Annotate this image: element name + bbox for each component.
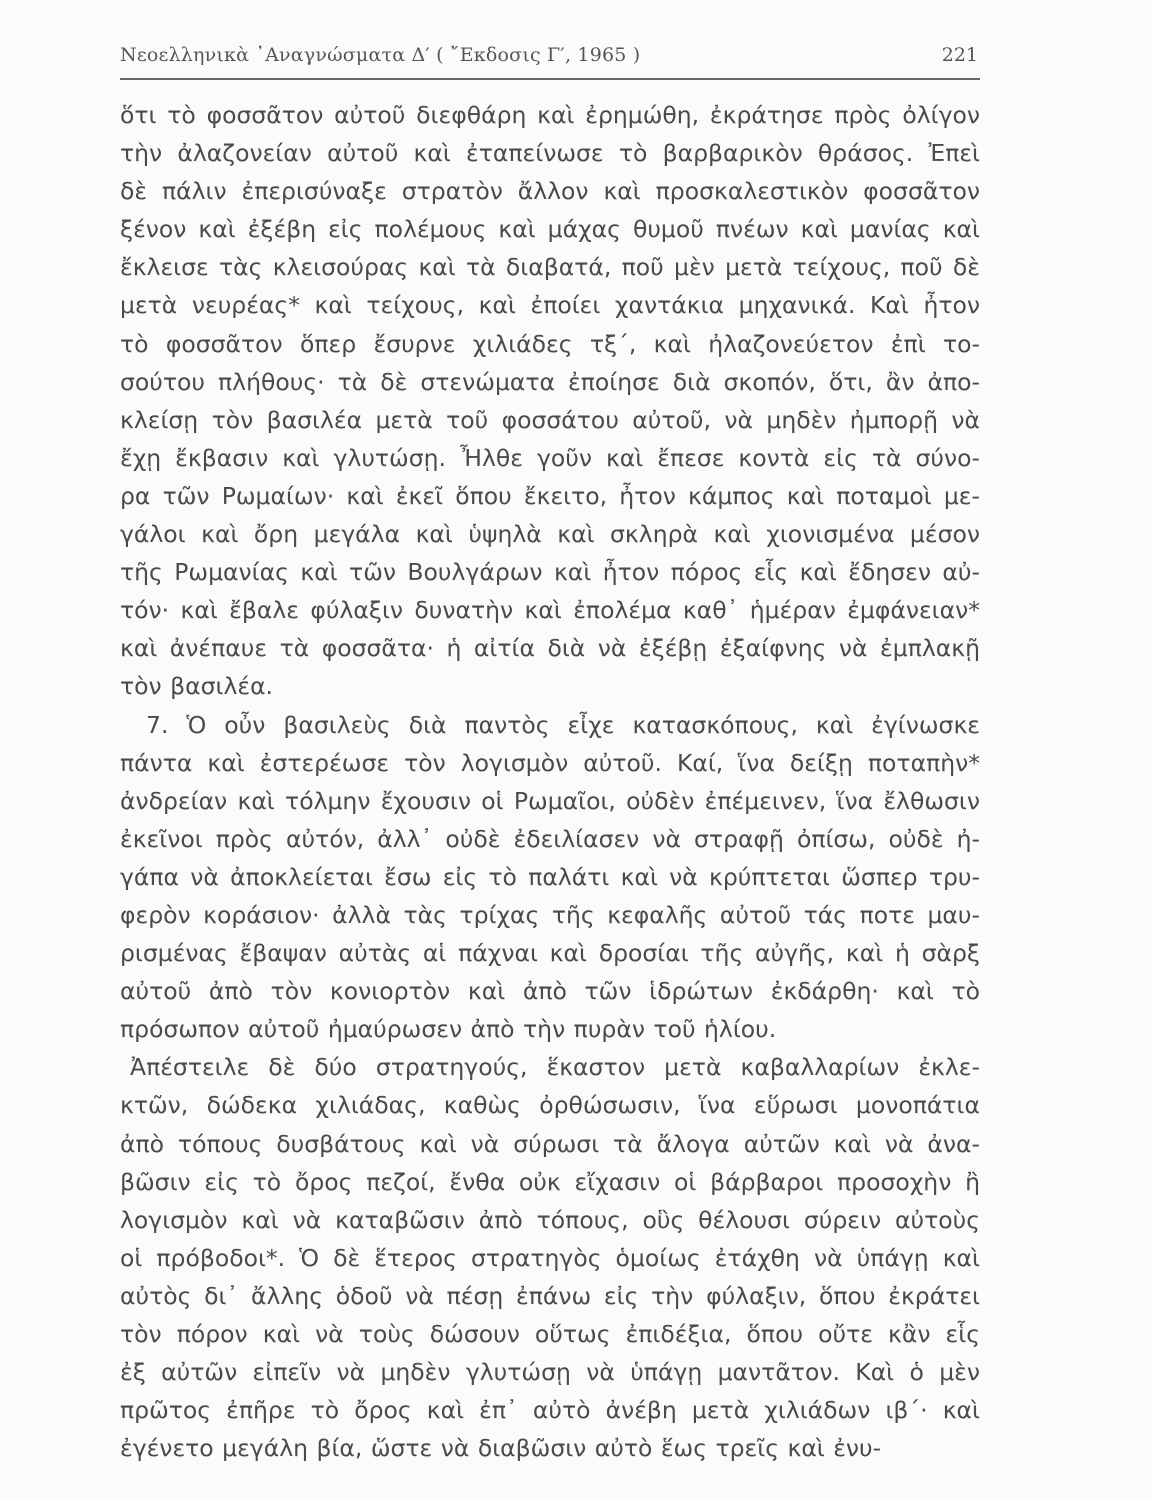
text-line: γάλοι καὶ ὄρη μεγάλα καὶ ὑψηλὰ καὶ σκληρὰ καὶ χιονισμένα μέσον <box>120 520 980 549</box>
text-line: αὐτοῦ ἀπὸ τὸν κονιορτὸν καὶ ἀπὸ τῶν ἱδρώτων ἐκδάρθη· καὶ τὸ <box>120 977 980 1006</box>
text-line: ρα τῶν Ρωμαίων· καὶ ἐκεῖ ὅπου ἔκειτο, ἦτον κάμπος καὶ ποταμοὶ με- <box>120 481 980 510</box>
text-line: τὸν πόρον καὶ νὰ τοὺς δώσουν οὕτως ἐπιδέξια, ὅπου οὔτε κἂν εἷς <box>120 1320 980 1348</box>
text-line: πρόσωπον αὐτοῦ ἠμαύρωσεν ἀπὸ τὴν πυρὰν τοῦ ἡλίου. <box>120 1015 777 1044</box>
text-line: βῶσιν εἰς τὸ ὄρος πεζοί, ἔνθα οὐκ εἴχασιν οἱ βάρβαροι προσοχὴν ἢ <box>120 1167 980 1196</box>
text-line: τόν· καὶ ἔβαλε φύλαξιν δυνατὴν καὶ ἐπολέμα καθ᾽ ἡμέραν ἐμφάνειαν* <box>120 596 980 625</box>
text-line: γάπα νὰ ἀποκλείεται ἔσω εἰς τὸ παλάτι καὶ νὰ κρύπτεται ὥσπερ τρυ- <box>120 862 980 891</box>
text-line: μετὰ νευρέας* καὶ τείχους, καὶ ἐποίει χαντάκια μηχανικά. Καὶ ἦτον <box>120 291 980 320</box>
body-text <box>120 96 980 1467</box>
text-line: ὅτι τὸ φοσσᾶτον αὐτοῦ διεφθάρη καὶ ἐρημώθη, ἐκράτησε πρὸς ὀλίγον <box>120 101 980 129</box>
text-line: ἐξ αὐτῶν εἰπεῖν νὰ μηδὲν γλυτώσῃ νὰ ὑπάγῃ μαντᾶτον. Καὶ ὁ μὲν <box>120 1358 980 1387</box>
text-line: τῆς Ρωμανίας καὶ τῶν Βουλγάρων καὶ ἦτον πόρος εἷς καὶ ἔδησεν αὐ- <box>120 558 980 587</box>
text-line: Ἀπέστειλε δὲ δύο στρατηγούς, ἕκαστον μετὰ καβαλλαρίων ἐκλε- <box>130 1053 980 1082</box>
text-line: πρῶτος ἐπῆρε τὸ ὄρος καὶ ἐπ᾽ αὐτὸ ἀνέβη μετὰ χιλιάδων ιβ΄· καὶ <box>120 1396 980 1425</box>
text-line: ἐκεῖνοι πρὸς αὐτόν, ἀλλ᾽ οὐδὲ ἐδειλίασεν νὰ στραφῇ ὀπίσω, οὐδὲ ἠ- <box>120 824 980 853</box>
text-line: οἱ πρόβοδοι*. Ὁ δὲ ἕτερος στρατηγὸς ὁμοίως ἐτάχθη νὰ ὑπάγῃ καὶ <box>120 1243 980 1272</box>
running-header-title: Νεοελληνικὰ ᾿Αναγνώσματα Δ′ ( ῎Εκδοσις Γ′, 1965 ) <box>120 44 641 66</box>
page-number: 221 <box>941 44 978 66</box>
text-line: λογισμὸν καὶ νὰ καταβῶσιν ἀπὸ τόπους, οὓς θέλουσι σύρειν αὐτοὺς <box>120 1205 980 1234</box>
text-line: σούτου πλήθους· τὰ δὲ στενώματα ἐποίησε διὰ σκοπόν, ὅτι, ἂν ἀπο- <box>120 367 980 396</box>
text-line: ἔχῃ ἔκβασιν καὶ γλυτώσῃ. Ἦλθε γοῦν καὶ ἔπεσε κοντὰ εἰς τὰ σύνο- <box>120 443 980 472</box>
text-line: τὸν βασιλέα. <box>120 672 274 701</box>
text-line: τὴν ἀλαζονείαν αὐτοῦ καὶ ἐταπείνωσε τὸ βαρβαρικὸν θράσος. Ἐπεὶ <box>120 139 980 168</box>
running-header <box>120 40 980 70</box>
text-line: ξένον καὶ ἐξέβη εἰς πολέμους καὶ μάχας θυμοῦ πνέων καὶ μανίας καὶ <box>120 215 980 244</box>
text-line: ἐγένετο μεγάλη βία, ὥστε νὰ διαβῶσιν αὐτὸ ἕως τρεῖς καὶ ἐνυ- <box>120 1434 882 1463</box>
text-line: κτῶν, δώδεκα χιλιάδας, καθὼς ὀρθώσωσιν, ἵνα εὕρωσι μονοπάτια <box>120 1091 980 1120</box>
text-line: δὲ πάλιν ἐπερισύναξε στρατὸν ἄλλον καὶ προσκαλεστικὸν φοσσᾶτον <box>120 177 980 206</box>
text-line: ἀπὸ τόπους δυσβάτους καὶ νὰ σύρωσι τὰ ἄλογα αὐτῶν καὶ νὰ ἀνα- <box>120 1129 980 1158</box>
text-line: ἀνδρείαν καὶ τόλμην ἔχουσιν οἱ Ρωμαῖοι, οὐδὲν ἐπέμεινεν, ἵνα ἔλθωσιν <box>120 786 980 815</box>
text-line: τὸ φοσσᾶτον ὅπερ ἔσυρνε χιλιάδες τξ΄, καὶ ἠλαζονεύετον ἐπὶ το- <box>120 329 980 358</box>
header-rule <box>120 78 980 80</box>
text-line: πάντα καὶ ἐστερέωσε τὸν λογισμὸν αὐτοῦ. Καί, ἵνα δείξῃ ποταπὴν* <box>120 748 980 777</box>
text-line: αὐτὸς δι᾽ ἄλλης ὁδοῦ νὰ πέσῃ ἐπάνω εἰς τὴν φύλαξιν, ὅπου ἐκράτει <box>120 1281 980 1310</box>
text-line: ρισμένας ἔβαψαν αὐτὰς αἱ πάχναι καὶ δροσίαι τῆς αὐγῆς, καὶ ἡ σὰρξ <box>120 939 980 968</box>
text-line: κλείσῃ τὸν βασιλέα μετὰ τοῦ φοσσάτου αὐτοῦ, νὰ μηδὲν ἠμπορῇ νὰ <box>120 405 980 434</box>
text-line: καὶ ἀνέπαυε τὰ φοσσᾶτα· ἡ αἰτία διὰ νὰ ἐξέβῃ ἐξαίφνης νὰ ἐμπλακῇ <box>120 634 980 663</box>
text-line: 7. Ὁ οὖν βασιλεὺς διὰ παντὸς εἶχε κατασκόπους, καὶ ἐγίνωσκε <box>146 710 980 739</box>
text-line: φερὸν κοράσιον· ἀλλὰ τὰς τρίχας τῆς κεφαλῆς αὐτοῦ τάς ποτε μαυ- <box>120 900 980 929</box>
text-line: ἔκλεισε τὰς κλεισούρας καὶ τὰ διαβατά, ποῦ μὲν μετὰ τείχους, ποῦ δὲ <box>120 253 980 282</box>
